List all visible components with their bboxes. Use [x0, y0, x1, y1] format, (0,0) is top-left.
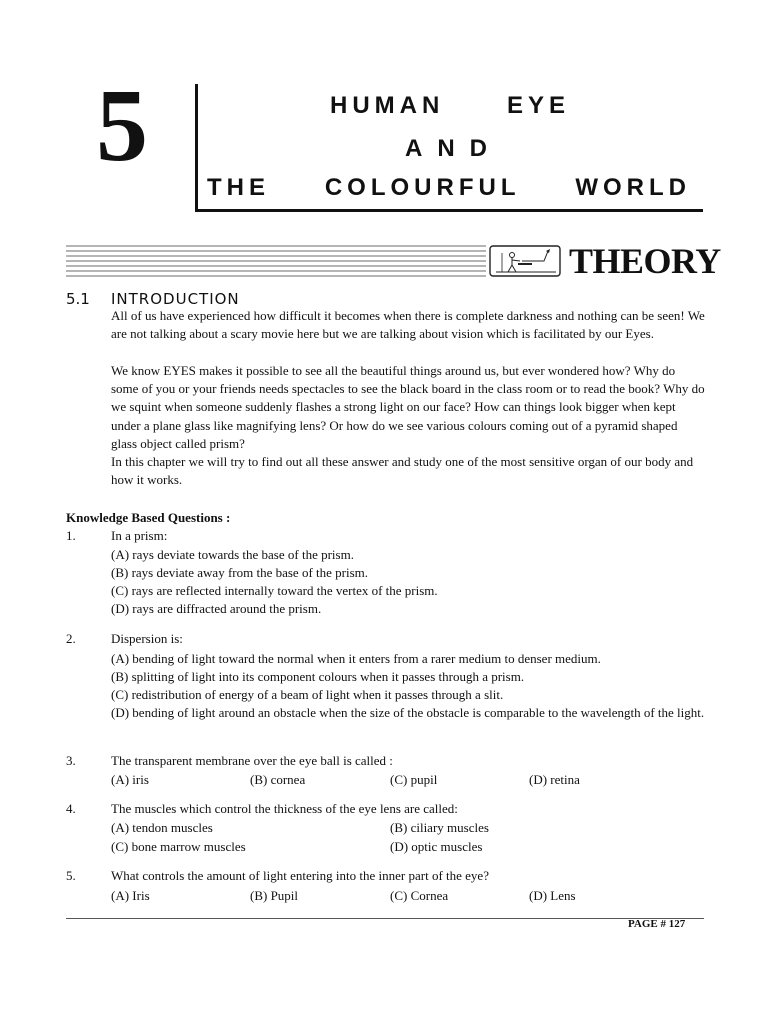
- question-option: (A) Iris: [111, 888, 150, 903]
- question-option: (B) cornea: [250, 772, 306, 787]
- theory-banner-stripes: [66, 245, 486, 279]
- footer-rule: [66, 918, 704, 919]
- question-option: (B) rays deviate away from the base of the prism.: [111, 565, 369, 580]
- question-text: What controls the amount of light entering into the inner part of the eye?: [111, 868, 489, 883]
- section-heading: INTRODUCTION: [111, 290, 240, 308]
- question-option: (A) tendon muscles: [111, 820, 213, 835]
- header-vertical-rule: [195, 84, 198, 211]
- question-option: (D) rays are diffracted around the prism.: [111, 601, 322, 616]
- theory-label: THEORY: [569, 241, 721, 281]
- chapter-number: 5: [96, 68, 148, 183]
- question-number: 1.: [66, 528, 76, 543]
- chapter-title-line-3: [207, 176, 691, 200]
- intro-paragraph: All of us have experienced how difficult it becomes when there is complete darkness and nothing can be seen! We are not talking about a scary movie here but we are talking about vision which is facilitated by our Eyes.: [111, 308, 705, 342]
- question-option: (C) rays are reflected internally toward the vertex of the prism.: [111, 583, 438, 598]
- question-number: 2.: [66, 631, 76, 646]
- question-option: (D) Lens: [529, 888, 576, 903]
- question-number: 4.: [66, 801, 76, 816]
- question-option: (D) bending of light around an obstacle when the size of the obstacle is comparable to the wavelength of the light.: [111, 705, 705, 720]
- section-number: 5.1: [66, 290, 90, 308]
- question-text: In a prism:: [111, 528, 168, 543]
- intro-paragraph: We know EYES makes it possible to see all the beautiful things around us, but ever wondered how? Why do some of you or your friends needs spectacles to see the black board in the class room or to read the book? Why do we squint when someone suddenly flashes a strong light on our face? How can things look bigger when kept under a plane glass like magnifying lens? Or how do we see various colours coming out of a pyramid shaped glass object called prism?: [111, 363, 705, 451]
- title-word-world: WORLD: [575, 174, 691, 201]
- question-option: (C) redistribution of energy of a beam of light when it passes through a slit.: [111, 687, 504, 702]
- question-option: (B) splitting of light into its component colours when it passes through a prism.: [111, 669, 525, 684]
- question-option: (B) Pupil: [250, 888, 299, 903]
- intro-paragraph: In this chapter we will try to find out all these answer and study one of the most sensitive organ of our body and how it works.: [111, 454, 694, 488]
- question-text: Dispersion is:: [111, 631, 183, 646]
- question-number: 5.: [66, 868, 76, 883]
- question-option: (C) pupil: [390, 772, 438, 787]
- chapter-title-line-2: AND: [405, 135, 502, 162]
- question-option: (A) rays deviate towards the base of the prism.: [111, 547, 354, 562]
- question-option: (C) Cornea: [390, 888, 449, 903]
- question-option: (B) ciliary muscles: [390, 820, 489, 835]
- question-number: 3.: [66, 753, 76, 768]
- title-word-eye: EYE: [506, 92, 570, 119]
- question-option: (D) optic muscles: [390, 839, 483, 854]
- question-option: (A) bending of light toward the normal when it enters from a rarer medium to denser medium.: [111, 651, 601, 666]
- page-number: PAGE # 127: [628, 918, 686, 930]
- title-word-colourful: COLOURFUL: [324, 174, 521, 201]
- chapter-title-line-1: [330, 94, 570, 118]
- question-option: (D) retina: [529, 772, 580, 787]
- title-word-human: HUMAN: [330, 92, 445, 119]
- question-text: The muscles which control the thickness of the eye lens are called:: [111, 801, 458, 816]
- question-option: (A) iris: [111, 772, 149, 787]
- person-at-desk-icon: [488, 243, 564, 279]
- title-word-the: THE: [207, 174, 270, 201]
- header-horizontal-rule: [195, 209, 703, 212]
- questions-heading: Knowledge Based Questions :: [66, 510, 231, 525]
- question-text: The transparent membrane over the eye ball is called :: [111, 753, 393, 768]
- question-option: (C) bone marrow muscles: [111, 839, 246, 854]
